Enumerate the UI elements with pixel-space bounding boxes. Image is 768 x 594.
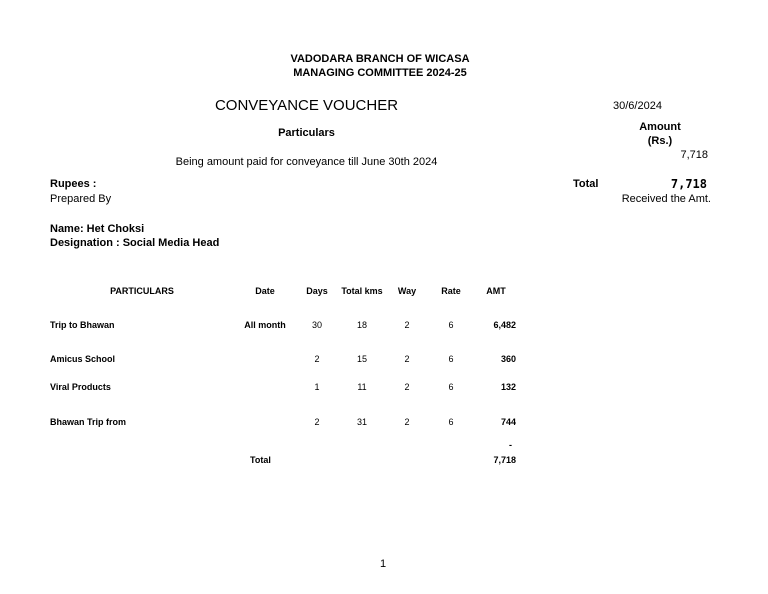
col-total-kms: Total kms <box>341 286 383 296</box>
voucher-title: CONVEYANCE VOUCHER <box>214 97 399 114</box>
row-particulars: Trip to Bhawan <box>50 320 115 330</box>
amount-heading: Amount <box>639 121 681 133</box>
row-kms: 15 <box>356 354 367 364</box>
col-days: Days <box>306 286 328 296</box>
row-way: 2 <box>404 354 410 364</box>
row-particulars: Amicus School <box>50 354 116 364</box>
col-particulars: PARTICULARS <box>110 286 174 296</box>
row-amt: 132 <box>500 382 516 392</box>
row-date: All month <box>244 320 286 330</box>
row-particulars: Bhawan Trip from <box>50 417 127 427</box>
row-days: 2 <box>314 354 320 364</box>
row-way: 2 <box>404 320 410 330</box>
rupees-label: Rupees : <box>50 178 97 190</box>
payee-designation: Designation : Social Media Head <box>50 237 220 249</box>
row-kms: 11 <box>357 382 367 392</box>
amt-dash: - <box>509 440 512 450</box>
col-date: Date <box>255 286 275 296</box>
col-amt: AMT <box>486 286 506 296</box>
row-amt: 360 <box>500 354 516 364</box>
row-kms: 18 <box>356 320 367 330</box>
row-way: 2 <box>404 382 410 392</box>
committee-name: MANAGING COMMITTEE 2024-25 <box>293 67 467 79</box>
col-way: Way <box>397 286 417 296</box>
row-days: 1 <box>314 382 320 392</box>
particulars-heading: Particulars <box>278 127 335 139</box>
prepared-by: Prepared By <box>50 193 112 205</box>
page-number: 1 <box>379 558 387 570</box>
voucher-date: 30/6/2024 <box>613 100 662 112</box>
amount-unit: (Rs.) <box>647 135 673 147</box>
payee-name: Name: Het Choksi <box>50 223 145 235</box>
table-row <box>0 382 768 396</box>
col-rate: Rate <box>441 286 461 296</box>
row-rate: 6 <box>448 417 454 427</box>
table-total-value: 7,718 <box>493 455 516 465</box>
table-row <box>0 320 768 334</box>
total-label: Total <box>573 178 599 190</box>
row-days: 2 <box>314 417 320 427</box>
row-days: 30 <box>311 320 322 330</box>
table-row <box>0 354 768 368</box>
row-rate: 6 <box>448 382 454 392</box>
row-rate: 6 <box>448 320 454 330</box>
org-name: VADODARA BRANCH OF WICASA <box>290 53 470 65</box>
voucher-amount: 7,718 <box>680 149 708 161</box>
row-particulars: Viral Products <box>50 382 111 392</box>
table-total-label: Total <box>250 455 271 465</box>
row-way: 2 <box>404 417 410 427</box>
received-amount-note: Received the Amt. <box>621 193 711 205</box>
row-amt: 6,482 <box>493 320 516 330</box>
voucher-description: Being amount paid for conveyance till June 30th 2024 <box>175 156 438 168</box>
row-kms: 31 <box>356 417 367 427</box>
row-rate: 6 <box>448 354 454 364</box>
table-row <box>0 417 768 431</box>
table-header <box>0 286 768 300</box>
row-amt: 744 <box>500 417 516 427</box>
total-amount: 7,718 <box>670 177 707 191</box>
